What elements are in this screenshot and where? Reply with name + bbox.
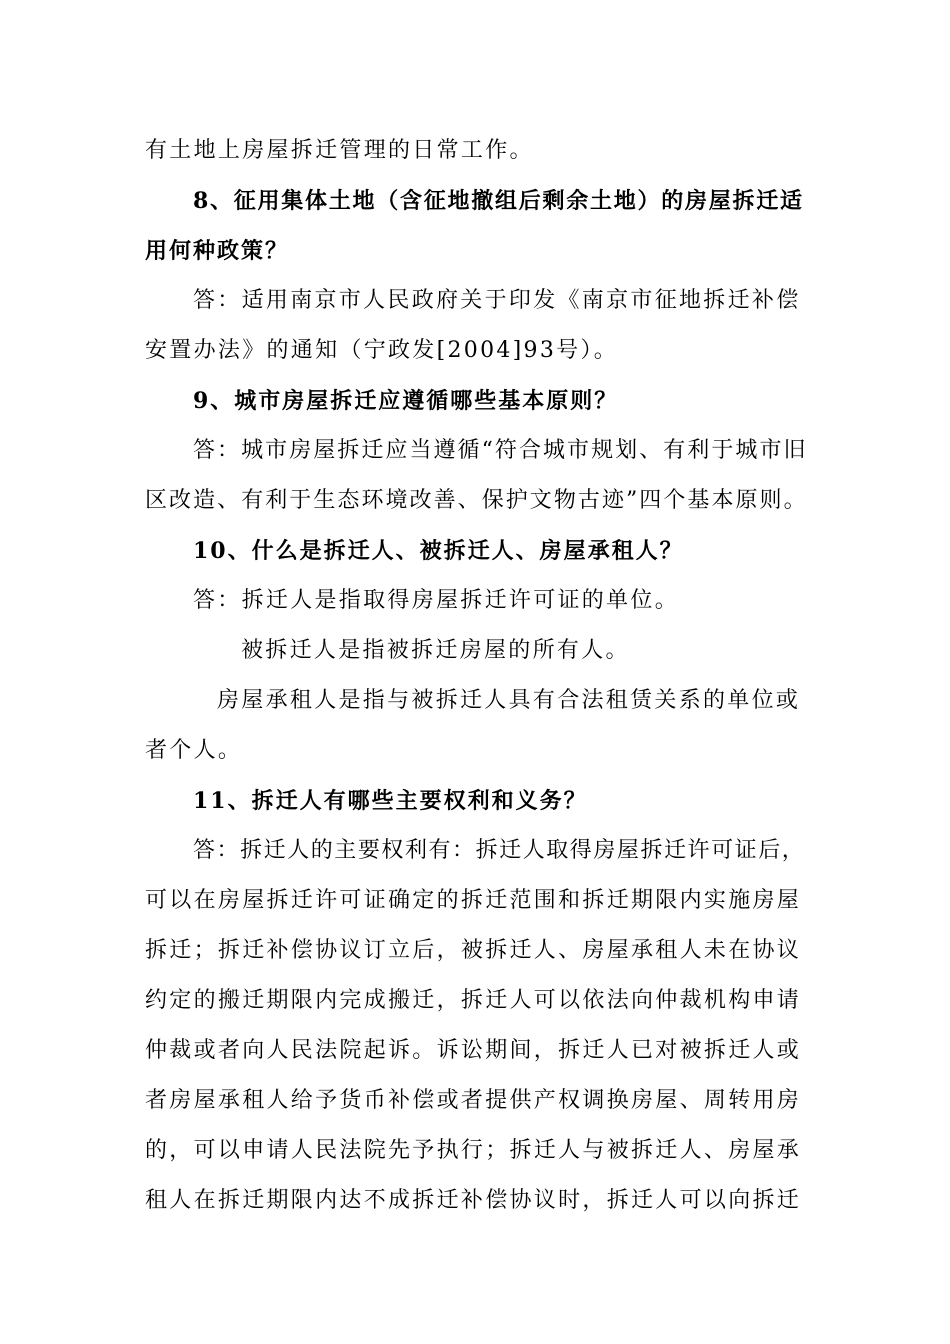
answer-text-cont: 者个人。 [145,738,243,763]
answer-text: 房屋承租人是指与被拆迁人具有合法租赁关系的单位或 [217,688,801,713]
question-heading: 11、拆迁人有哪些主要权利和义务？ [193,788,588,814]
answer-text-cont: 约定的搬迁期限内完成搬迁，拆迁人可以依法向仲裁机构申请 [145,988,802,1013]
answer-text-cont: 可以在房屋拆迁许可证确定的拆迁范围和拆迁期限内实施房屋 [145,888,802,913]
question-heading-cont: 用何种政策？ [145,238,290,264]
answer-text: 答：适用南京市人民政府关于印发《南京市征地拆迁补偿 [193,288,801,313]
answer-text-cont: 者房屋承租人给予货币补偿或者提供产权调换房屋、周转用房 [145,1088,802,1113]
answer-text-cont: 租人在拆迁期限内达不成拆迁补偿协议时，拆迁人可以向拆迁 [145,1188,802,1213]
text-line: 有土地上房屋拆迁管理的日常工作。 [145,138,534,163]
answer-text-cont: 的，可以申请人民法院先予执行；拆迁人与被拆迁人、房屋承 [145,1138,802,1163]
answer-text-cont: 安置办法》的通知（宁政发[2004]93号）。 [145,338,619,363]
answer-text: 被拆迁人是指被拆迁房屋的所有人。 [241,638,630,663]
answer-text: 答：拆迁人的主要权利有：拆迁人取得房屋拆迁许可证后， [193,838,806,863]
question-heading: 8、征用集体土地（含征地撤组后剩余土地）的房屋拆迁适 [193,188,804,214]
answer-text-cont: 拆迁；拆迁补偿协议订立后，被拆迁人、房屋承租人未在协议 [145,938,802,963]
answer-text: 答：城市房屋拆迁应当遵循“符合城市规划、有利于城市旧 [193,438,808,463]
question-heading: 10、什么是拆迁人、被拆迁人、房屋承租人？ [193,538,684,564]
question-heading: 9、城市房屋拆迁应遵循哪些基本原则？ [193,388,619,414]
answer-text-cont: 仲裁或者向人民法院起诉。诉讼期间，拆迁人已对被拆迁人或 [145,1038,802,1063]
answer-text-cont: 区改造、有利于生态环境改善、保护文物古迹”四个基本原则。 [145,488,808,513]
answer-text: 答：拆迁人是指取得房屋拆迁许可证的单位。 [193,588,680,613]
